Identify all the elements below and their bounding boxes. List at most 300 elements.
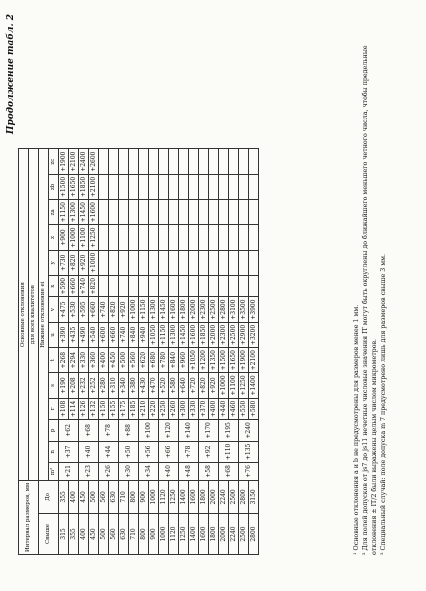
y-cell [249, 250, 259, 275]
za-cell [169, 200, 179, 225]
table-row [89, 149, 99, 555]
u-cell: +740 [119, 322, 129, 347]
p-cell: +78 [99, 420, 119, 441]
v-cell: +920 [119, 297, 129, 322]
r-cell: +114 [69, 398, 79, 419]
za-cell [219, 200, 229, 225]
s-cell: +232 [79, 373, 89, 398]
z-cell [159, 225, 169, 250]
zc-cell [209, 149, 219, 174]
v-cell: +820 [109, 297, 119, 322]
to-cell: 1800 [199, 480, 209, 513]
t-cell: +360 [89, 348, 99, 373]
footnote-2: ² Для полей допусков от js7 до js11 нечетные числовые значения IT могут быть округлены до ближайшего меньшего четного числа, чтобы предельные отклонения ± IT/2 были выражены целым числом микрометров. [362, 45, 378, 555]
s-cell: +1400 [249, 373, 259, 398]
table-row [199, 149, 209, 555]
lower-deviation-header: Нижнее отклонение ei [39, 149, 49, 480]
to-cell: 500 [89, 480, 99, 513]
table-row [69, 149, 79, 555]
t-cell: +294 [69, 348, 79, 373]
s-cell: +208 [69, 373, 79, 398]
code-header: m³ [49, 463, 59, 481]
za-cell: +1300 [69, 200, 79, 225]
y-cell [159, 250, 169, 275]
z-cell [119, 225, 129, 250]
zb-cell [129, 174, 139, 199]
zb-cell [199, 174, 209, 199]
x-cell [149, 275, 159, 296]
r-cell: +460 [229, 398, 239, 419]
v-cell: +3500 [239, 297, 249, 322]
zc-cell [169, 149, 179, 174]
z-cell [199, 225, 209, 250]
za-cell: +1450 [79, 200, 89, 225]
over-cell: 355 [69, 513, 79, 554]
code-header: p [49, 420, 59, 441]
x-cell [179, 275, 189, 296]
zb-cell [209, 174, 219, 199]
s-cell: +520 [159, 373, 169, 398]
za-cell [159, 200, 169, 225]
footnote-1: ¹ Основные отклонения a и b не предусмотрены для размеров менее 1 мм. [353, 304, 360, 555]
zb-cell: +1850 [79, 174, 89, 199]
v-cell: +3100 [229, 297, 239, 322]
v-cell: +475 [59, 297, 69, 322]
x-cell: +820 [89, 275, 99, 296]
s-cell: +820 [199, 373, 209, 398]
u-cell: +2000 [209, 322, 219, 347]
za-cell: +1600 [89, 200, 99, 225]
t-cell: +500 [119, 348, 129, 373]
over-cell: 1800 [209, 513, 219, 554]
p-cell: +240 [239, 420, 259, 441]
zc-cell [229, 149, 239, 174]
u-cell: +390 [59, 322, 69, 347]
table-continuation-title: Продолжение табл. 2 [6, 14, 16, 135]
y-cell [99, 250, 109, 275]
za-cell [209, 200, 219, 225]
n-cell: +78 [179, 441, 199, 462]
r-cell: +132 [89, 398, 99, 419]
za-cell [189, 200, 199, 225]
p-cell: +140 [179, 420, 199, 441]
over-cell: 800 [139, 513, 149, 554]
z-cell [129, 225, 139, 250]
interval-header: Интервал размеров, мм [19, 480, 39, 554]
y-cell [119, 250, 129, 275]
n-cell: +56 [139, 441, 159, 462]
zb-cell [179, 174, 189, 199]
x-cell [199, 275, 209, 296]
u-cell: +600 [99, 322, 109, 347]
z-cell: +1250 [89, 225, 99, 250]
zb-cell [219, 174, 229, 199]
code-header: n [49, 441, 59, 462]
r-cell: +185 [129, 398, 139, 419]
z-cell [219, 225, 229, 250]
x-cell [169, 275, 179, 296]
zb-cell [239, 174, 249, 199]
zc-cell [159, 149, 169, 174]
to-cell: 1600 [189, 480, 199, 513]
p-cell: +68 [79, 420, 99, 441]
s-cell: +1100 [229, 373, 239, 398]
m-cell: +26 [99, 463, 119, 481]
t-cell: +680 [149, 348, 159, 373]
code-header: r [49, 398, 59, 419]
over-cell: 630 [119, 513, 129, 554]
t-cell: +1200 [199, 348, 209, 373]
z-cell: +900 [59, 225, 69, 250]
s-cell: +920 [209, 373, 219, 398]
y-cell: +730 [59, 250, 69, 275]
zc-cell [149, 149, 159, 174]
v-cell: +1600 [169, 297, 179, 322]
z-cell [139, 225, 149, 250]
table-row [209, 149, 219, 555]
x-cell [129, 275, 139, 296]
zc-cell [189, 149, 199, 174]
s-cell: +190 [59, 373, 69, 398]
to-header: До [39, 480, 59, 513]
v-cell: +740 [99, 297, 109, 322]
r-cell: +155 [109, 398, 119, 419]
zc-cell [179, 149, 189, 174]
to-cell: 1400 [179, 480, 189, 513]
over-cell: 710 [129, 513, 139, 554]
r-cell: +260 [169, 398, 179, 419]
m-cell: +40 [159, 463, 179, 481]
y-cell [199, 250, 209, 275]
over-cell: 900 [149, 513, 159, 554]
t-cell: +1350 [209, 348, 219, 373]
x-cell [229, 275, 239, 296]
zb-cell [189, 174, 199, 199]
r-cell: +150 [99, 398, 109, 419]
code-header: u [49, 322, 59, 347]
code-header: zc [49, 149, 59, 174]
r-cell: +210 [139, 398, 149, 419]
z-cell [249, 225, 259, 250]
code-header: zb [49, 174, 59, 199]
over-cell: 2500 [239, 513, 249, 554]
y-cell [139, 250, 149, 275]
r-cell: +300 [179, 398, 189, 419]
z-cell [209, 225, 219, 250]
main-deviations-header: Основные отклонения [19, 149, 29, 480]
p-cell: +195 [219, 420, 239, 441]
n-cell: +50 [119, 441, 139, 462]
to-cell: 400 [69, 480, 79, 513]
table-row [159, 149, 169, 555]
r-cell: +370 [199, 398, 209, 419]
u-cell: +1850 [199, 322, 209, 347]
z-cell [189, 225, 199, 250]
table-row [139, 149, 149, 555]
zb-cell [159, 174, 169, 199]
m-cell: +30 [119, 463, 139, 481]
v-cell: +660 [89, 297, 99, 322]
zc-cell [249, 149, 259, 174]
zc-cell [219, 149, 229, 174]
z-cell: +1100 [79, 225, 89, 250]
u-cell: +2500 [229, 322, 239, 347]
to-cell: 2000 [209, 480, 219, 513]
v-cell: +595 [79, 297, 89, 322]
over-cell: 1120 [169, 513, 179, 554]
table-row [99, 149, 109, 555]
t-cell: +330 [79, 348, 89, 373]
s-cell: +252 [89, 373, 99, 398]
t-cell: +780 [159, 348, 169, 373]
v-cell: +2300 [199, 297, 209, 322]
over-cell: 315 [59, 513, 69, 554]
to-cell: 560 [99, 480, 109, 513]
n-cell: +110 [219, 441, 239, 462]
table-row [179, 149, 189, 555]
to-cell: 2800 [239, 480, 249, 513]
n-cell: +44 [99, 441, 119, 462]
t-cell: +1050 [189, 348, 199, 373]
y-cell [109, 250, 119, 275]
s-cell: +340 [119, 373, 129, 398]
x-cell [139, 275, 149, 296]
r-cell: +580 [249, 398, 259, 419]
v-cell: +1150 [139, 297, 149, 322]
u-cell: +1450 [179, 322, 189, 347]
zb-cell [169, 174, 179, 199]
za-cell [229, 200, 239, 225]
over-cell: 400 [79, 513, 89, 554]
footnotes [352, 35, 388, 555]
y-cell [189, 250, 199, 275]
all-grades-header: для всех квалитетов [29, 149, 39, 480]
u-cell: +1600 [189, 322, 199, 347]
z-cell [99, 225, 109, 250]
r-cell: +400 [209, 398, 219, 419]
to-cell: 2500 [229, 480, 239, 513]
to-cell: 900 [139, 480, 149, 513]
v-cell: +530 [69, 297, 79, 322]
zc-cell [119, 149, 129, 174]
u-cell: +435 [69, 322, 79, 347]
v-cell: +1300 [149, 297, 159, 322]
to-cell: 355 [59, 480, 69, 513]
s-cell: +580 [169, 373, 179, 398]
z-cell: +1000 [69, 225, 79, 250]
u-cell: +2300 [219, 322, 229, 347]
za-cell [179, 200, 189, 225]
zc-cell [139, 149, 149, 174]
za-cell: +1150 [59, 200, 69, 225]
zc-cell [199, 149, 209, 174]
t-cell: +840 [169, 348, 179, 373]
code-header: z [49, 225, 59, 250]
s-cell: +430 [139, 373, 149, 398]
y-cell [129, 250, 139, 275]
t-cell: +268 [59, 348, 69, 373]
zb-cell [249, 174, 259, 199]
zb-cell: +2100 [89, 174, 99, 199]
zc-cell: +2600 [89, 149, 99, 174]
y-cell [179, 250, 189, 275]
n-cell: +135 [239, 441, 259, 462]
x-cell: +660 [69, 275, 79, 296]
zc-cell [99, 149, 109, 174]
s-cell: +380 [129, 373, 139, 398]
m-cell: +58 [199, 463, 219, 481]
over-cell: 450 [89, 513, 99, 554]
zc-cell [239, 149, 249, 174]
t-cell: +1500 [219, 348, 229, 373]
x-cell [219, 275, 229, 296]
n-cell: +66 [159, 441, 179, 462]
u-cell: +1300 [169, 322, 179, 347]
u-cell: +940 [139, 322, 149, 347]
za-cell [149, 200, 159, 225]
t-cell: +400 [99, 348, 109, 373]
table-row [119, 149, 129, 555]
to-cell: 630 [109, 480, 119, 513]
over-cell: 560 [109, 513, 119, 554]
x-cell [209, 275, 219, 296]
code-header: s [49, 373, 59, 398]
m-cell: +68 [219, 463, 239, 481]
to-cell: 710 [119, 480, 129, 513]
za-cell [129, 200, 139, 225]
over-cell: 2800 [249, 513, 259, 554]
u-cell: +1050 [149, 322, 159, 347]
zc-cell [129, 149, 139, 174]
y-cell [169, 250, 179, 275]
zb-cell [119, 174, 129, 199]
zb-cell: +1500 [59, 174, 69, 199]
za-cell [199, 200, 209, 225]
za-cell [119, 200, 129, 225]
zc-cell: +1900 [59, 149, 69, 174]
to-cell: 800 [129, 480, 139, 513]
r-cell: +175 [119, 398, 129, 419]
table-row [249, 149, 259, 555]
m-cell: +21 [59, 463, 79, 481]
to-cell: 450 [79, 480, 89, 513]
y-cell: +920 [79, 250, 89, 275]
v-cell: +1000 [129, 297, 139, 322]
p-cell: +88 [119, 420, 139, 441]
x-cell: +740 [79, 275, 89, 296]
p-cell: +120 [159, 420, 179, 441]
r-cell: +550 [239, 398, 249, 419]
x-cell [119, 275, 129, 296]
p-cell: +100 [139, 420, 159, 441]
u-cell: +1150 [159, 322, 169, 347]
over-cell: 1250 [179, 513, 189, 554]
u-cell: +540 [89, 322, 99, 347]
y-cell [149, 250, 159, 275]
code-header: v [49, 297, 59, 322]
y-cell [209, 250, 219, 275]
p-cell: +170 [199, 420, 219, 441]
deviations-table [18, 149, 259, 556]
r-cell: +220 [149, 398, 159, 419]
r-cell: +108 [59, 398, 69, 419]
to-cell: 1250 [169, 480, 179, 513]
za-cell [239, 200, 249, 225]
t-cell: +450 [109, 348, 119, 373]
zb-cell [149, 174, 159, 199]
table-row [59, 149, 69, 555]
n-cell: +92 [199, 441, 219, 462]
to-cell: 2240 [219, 480, 229, 513]
table-body [59, 149, 259, 555]
table-row [149, 149, 159, 555]
over-cell: 500 [99, 513, 109, 554]
y-cell: +1000 [89, 250, 99, 275]
zb-cell [109, 174, 119, 199]
n-cell: +40 [79, 441, 99, 462]
code-header: x [49, 275, 59, 296]
over-cell: 2240 [229, 513, 239, 554]
m-cell: +48 [179, 463, 199, 481]
to-cell: 1000 [149, 480, 159, 513]
zc-cell: +2100 [69, 149, 79, 174]
zb-cell [99, 174, 109, 199]
v-cell: +3900 [249, 297, 259, 322]
s-cell: +470 [149, 373, 159, 398]
t-cell: +960 [179, 348, 189, 373]
code-header: y [49, 250, 59, 275]
table-row [189, 149, 199, 555]
r-cell: +126 [79, 398, 89, 419]
zb-cell [229, 174, 239, 199]
s-cell: +1250 [239, 373, 249, 398]
over-cell: 2000 [219, 513, 229, 554]
m-cell: +34 [139, 463, 159, 481]
over-cell: 1000 [159, 513, 169, 554]
table-row [229, 149, 239, 555]
to-cell: 3150 [249, 480, 259, 513]
over-cell: 1600 [199, 513, 209, 554]
za-cell [249, 200, 259, 225]
r-cell: +250 [159, 398, 169, 419]
v-cell: +2500 [209, 297, 219, 322]
z-cell [149, 225, 159, 250]
v-cell: +1800 [179, 297, 189, 322]
t-cell: +1900 [239, 348, 249, 373]
table-row [129, 149, 139, 555]
zc-cell: +2400 [79, 149, 89, 174]
y-cell [229, 250, 239, 275]
code-header: t [49, 348, 59, 373]
table-row [239, 149, 249, 555]
zb-cell [139, 174, 149, 199]
s-cell: +640 [179, 373, 189, 398]
t-cell: +620 [139, 348, 149, 373]
zc-cell [109, 149, 119, 174]
y-cell: +820 [69, 250, 79, 275]
y-cell [239, 250, 249, 275]
za-cell [109, 200, 119, 225]
n-cell: +37 [59, 441, 79, 462]
x-cell [159, 275, 169, 296]
to-cell: 1120 [159, 480, 169, 513]
z-cell [239, 225, 249, 250]
za-cell [139, 200, 149, 225]
u-cell: +3200 [249, 322, 259, 347]
z-cell [229, 225, 239, 250]
table-row [169, 149, 179, 555]
v-cell: +2800 [219, 297, 229, 322]
